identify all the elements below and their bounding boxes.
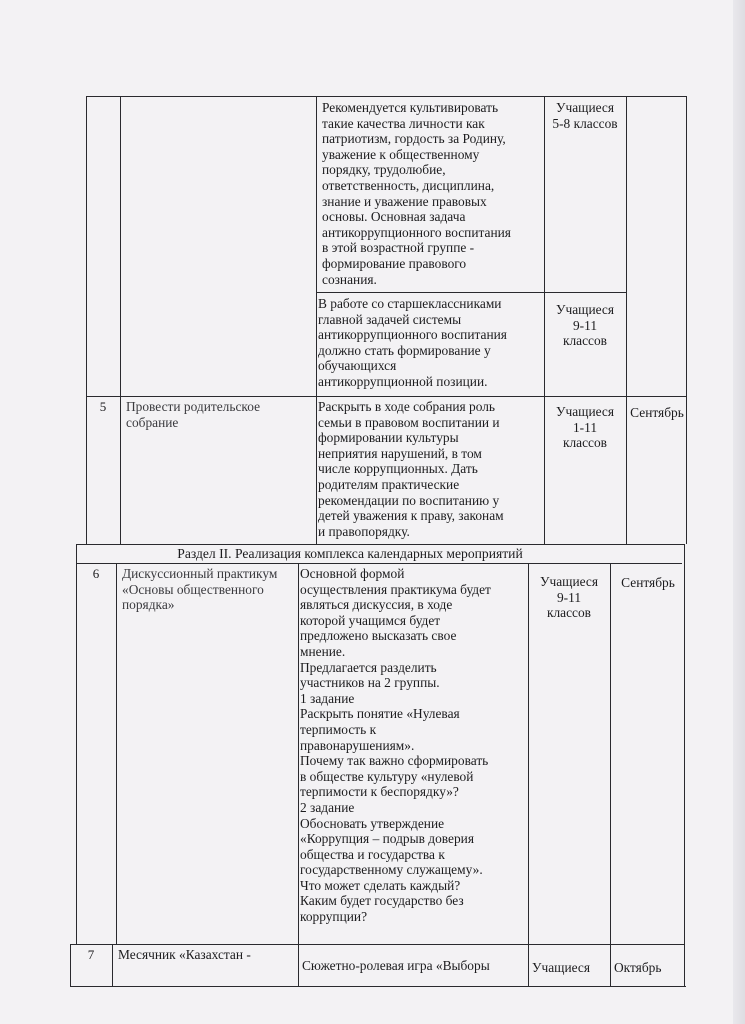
row5-event: Провести родительское собрание — [126, 399, 261, 430]
row7-content: Сюжетно-ролевая игра «Выборы — [302, 958, 490, 973]
column-divider — [112, 944, 113, 986]
table-right-border — [686, 96, 687, 544]
row6-content: Основной формой осуществления практикума будет являться дискуссия, в ходе которой учащимся будет предложено высказать свое мнение. Предлагается разделить участников на 2 группы. 1 задание Раскрыть понятие «Нулевая терпимость к правонарушениям». Почему так важно сформировать в обществе культуру «нулевой терпимости к беспорядку»? 2 задание Обосновать утверждение «Коррупция – подрыв доверия общества и государства к государственному служащему». Что может сделать каждый? Каким будет государство без коррупции? — [300, 566, 491, 925]
row2-content: В работе со старшеклассниками главной задачей системы антикоррупционного воспитания должно стать формирование у обучающихся антикоррупционной позиции. — [318, 296, 507, 389]
row7-timing: Октябрь — [614, 960, 662, 975]
row-divider — [86, 396, 686, 397]
row-divider — [70, 944, 684, 945]
column-divider — [298, 563, 299, 986]
row2-participants: Учащиеся 9-11 классов — [555, 302, 614, 349]
row5-participants: Учащиеся 1-11 классов — [555, 404, 614, 451]
row5-timing: Сентябрь — [630, 405, 684, 420]
row7-event: Месячник «Казахстан - — [118, 947, 251, 962]
row5-content: Раскрыть в ходе собрания роль семьи в правовом воспитании и формировании культуры неприятия нарушений, в том числе коррупционных. Дать родителям практические рекомендации по воспитанию у детей уважения к праву, законам и правопорядку. — [318, 399, 504, 539]
row6-participants: Учащиеся 9-11 классов — [539, 574, 598, 621]
row5-number: 5 — [99, 399, 107, 414]
column-divider — [316, 96, 317, 544]
row-divider — [76, 563, 682, 564]
column-divider — [116, 563, 117, 944]
column-divider — [544, 96, 545, 544]
section-title: Раздел II. Реализация комплекса календарных мероприятий — [177, 546, 523, 561]
column-divider — [626, 96, 627, 544]
row-divider — [76, 544, 684, 545]
table-right-border — [684, 544, 685, 986]
row7-number: 7 — [87, 947, 95, 962]
table-bottom-edge — [70, 986, 686, 987]
table-left-border — [70, 944, 71, 986]
column-divider — [610, 563, 611, 986]
row1-participants: Учащиеся 5-8 классов — [552, 100, 618, 131]
table-left-border — [76, 544, 77, 944]
row-divider — [316, 292, 626, 293]
column-divider — [528, 563, 529, 986]
table-top-border — [86, 96, 686, 97]
column-divider — [120, 96, 121, 544]
row6-timing: Сентябрь — [621, 575, 675, 590]
row1-content: Рекомендуется культивировать такие качества личности как патриотизм, гордость за Родину, уважение к общественному порядку, трудолюбие, ответственность, дисциплина, знание и уважение правовых основы. Основная задача антикоррупционного воспитания в этой возрастной группе - формирование правового сознания. — [322, 100, 511, 287]
row6-number: 6 — [92, 566, 100, 581]
scan-edge — [733, 0, 745, 1024]
row6-event: Дискуссионный практикум «Основы общественного порядка» — [122, 566, 278, 613]
table-left-border — [86, 96, 87, 544]
row7-participants: Учащиеся — [532, 960, 591, 975]
